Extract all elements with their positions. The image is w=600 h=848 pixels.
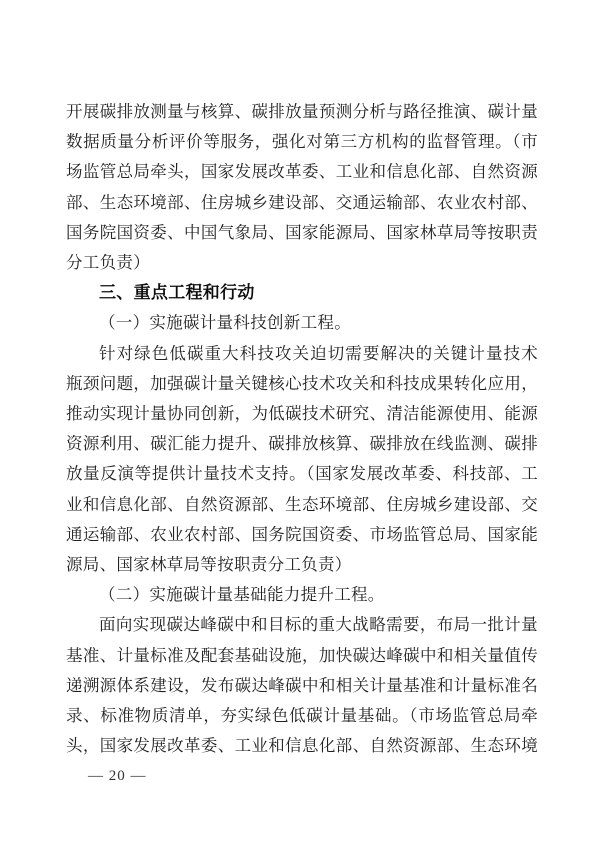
text-line: 开展碳排放测量与核算、碳排放量预测分析与路径推演、碳计量 (66, 102, 538, 121)
text-line: 推动实现计量协同创新，为低碳技术研究、清洁能源使用、能源 (66, 404, 538, 424)
text-line: 源局、国家林草局等按职责分工负责） (66, 555, 352, 575)
text-line: （二）实施碳计量基础能力提升工程。 (99, 585, 385, 605)
text-line: 场监管总局牵头，国家发展改革委、工业和信息化部、自然资源 (66, 162, 538, 182)
text-line: 分工负责） (66, 253, 150, 273)
text-line: 面向实现碳达峰碳中和目标的重大战略需要，布局一批计量 (99, 615, 538, 635)
text-line: 业和信息化部、自然资源部、生态环境部、住房城乡建设部、交 (66, 494, 538, 514)
text-line: 放量反演等提供计量技术支持。（国家发展改革委、科技部、工 (66, 464, 538, 484)
text-line: （一）实施碳计量科技创新工程。 (99, 313, 351, 333)
text-line: 头，国家发展改革委、工业和信息化部、自然资源部、生态环境 (66, 736, 538, 756)
text-line: 资源利用、碳汇能力提升、碳排放核算、碳排放在线监测、碳排 (66, 434, 538, 454)
section-heading: 三、重点工程和行动 (99, 283, 255, 303)
text-line: 递溯源体系建设，发布碳达峰碳中和相关计量基准和计量标准名 (66, 675, 538, 695)
text-line: 录、标准物质清单，夯实绿色低碳计量基础。（市场监管总局牵 (66, 706, 538, 726)
text-line: 数据质量分析评价等服务，强化对第三方机构的监督管理。（市 (66, 132, 538, 152)
text-line: 通运输部、农业农村部、国务院国资委、市场监管总局、国家能 (66, 524, 538, 544)
text-line: 国务院国资委、中国气象局、国家能源局、国家林草局等按职责 (66, 222, 538, 242)
text-line: 瓶颈问题，加强碳计量关键核心技术攻关和科技成果转化应用， (66, 373, 538, 393)
text-line: 部、生态环境部、住房城乡建设部、交通运输部、农业农村部、 (66, 192, 538, 212)
text-line: 基准、计量标准及配套基础设施，加快碳达峰碳中和相关量值传 (66, 645, 538, 665)
text-column (66, 97, 538, 761)
page-number: — 20 — (88, 768, 147, 784)
text-line: 针对绿色低碳重大科技攻关迫切需要解决的关键计量技术 (99, 343, 538, 363)
